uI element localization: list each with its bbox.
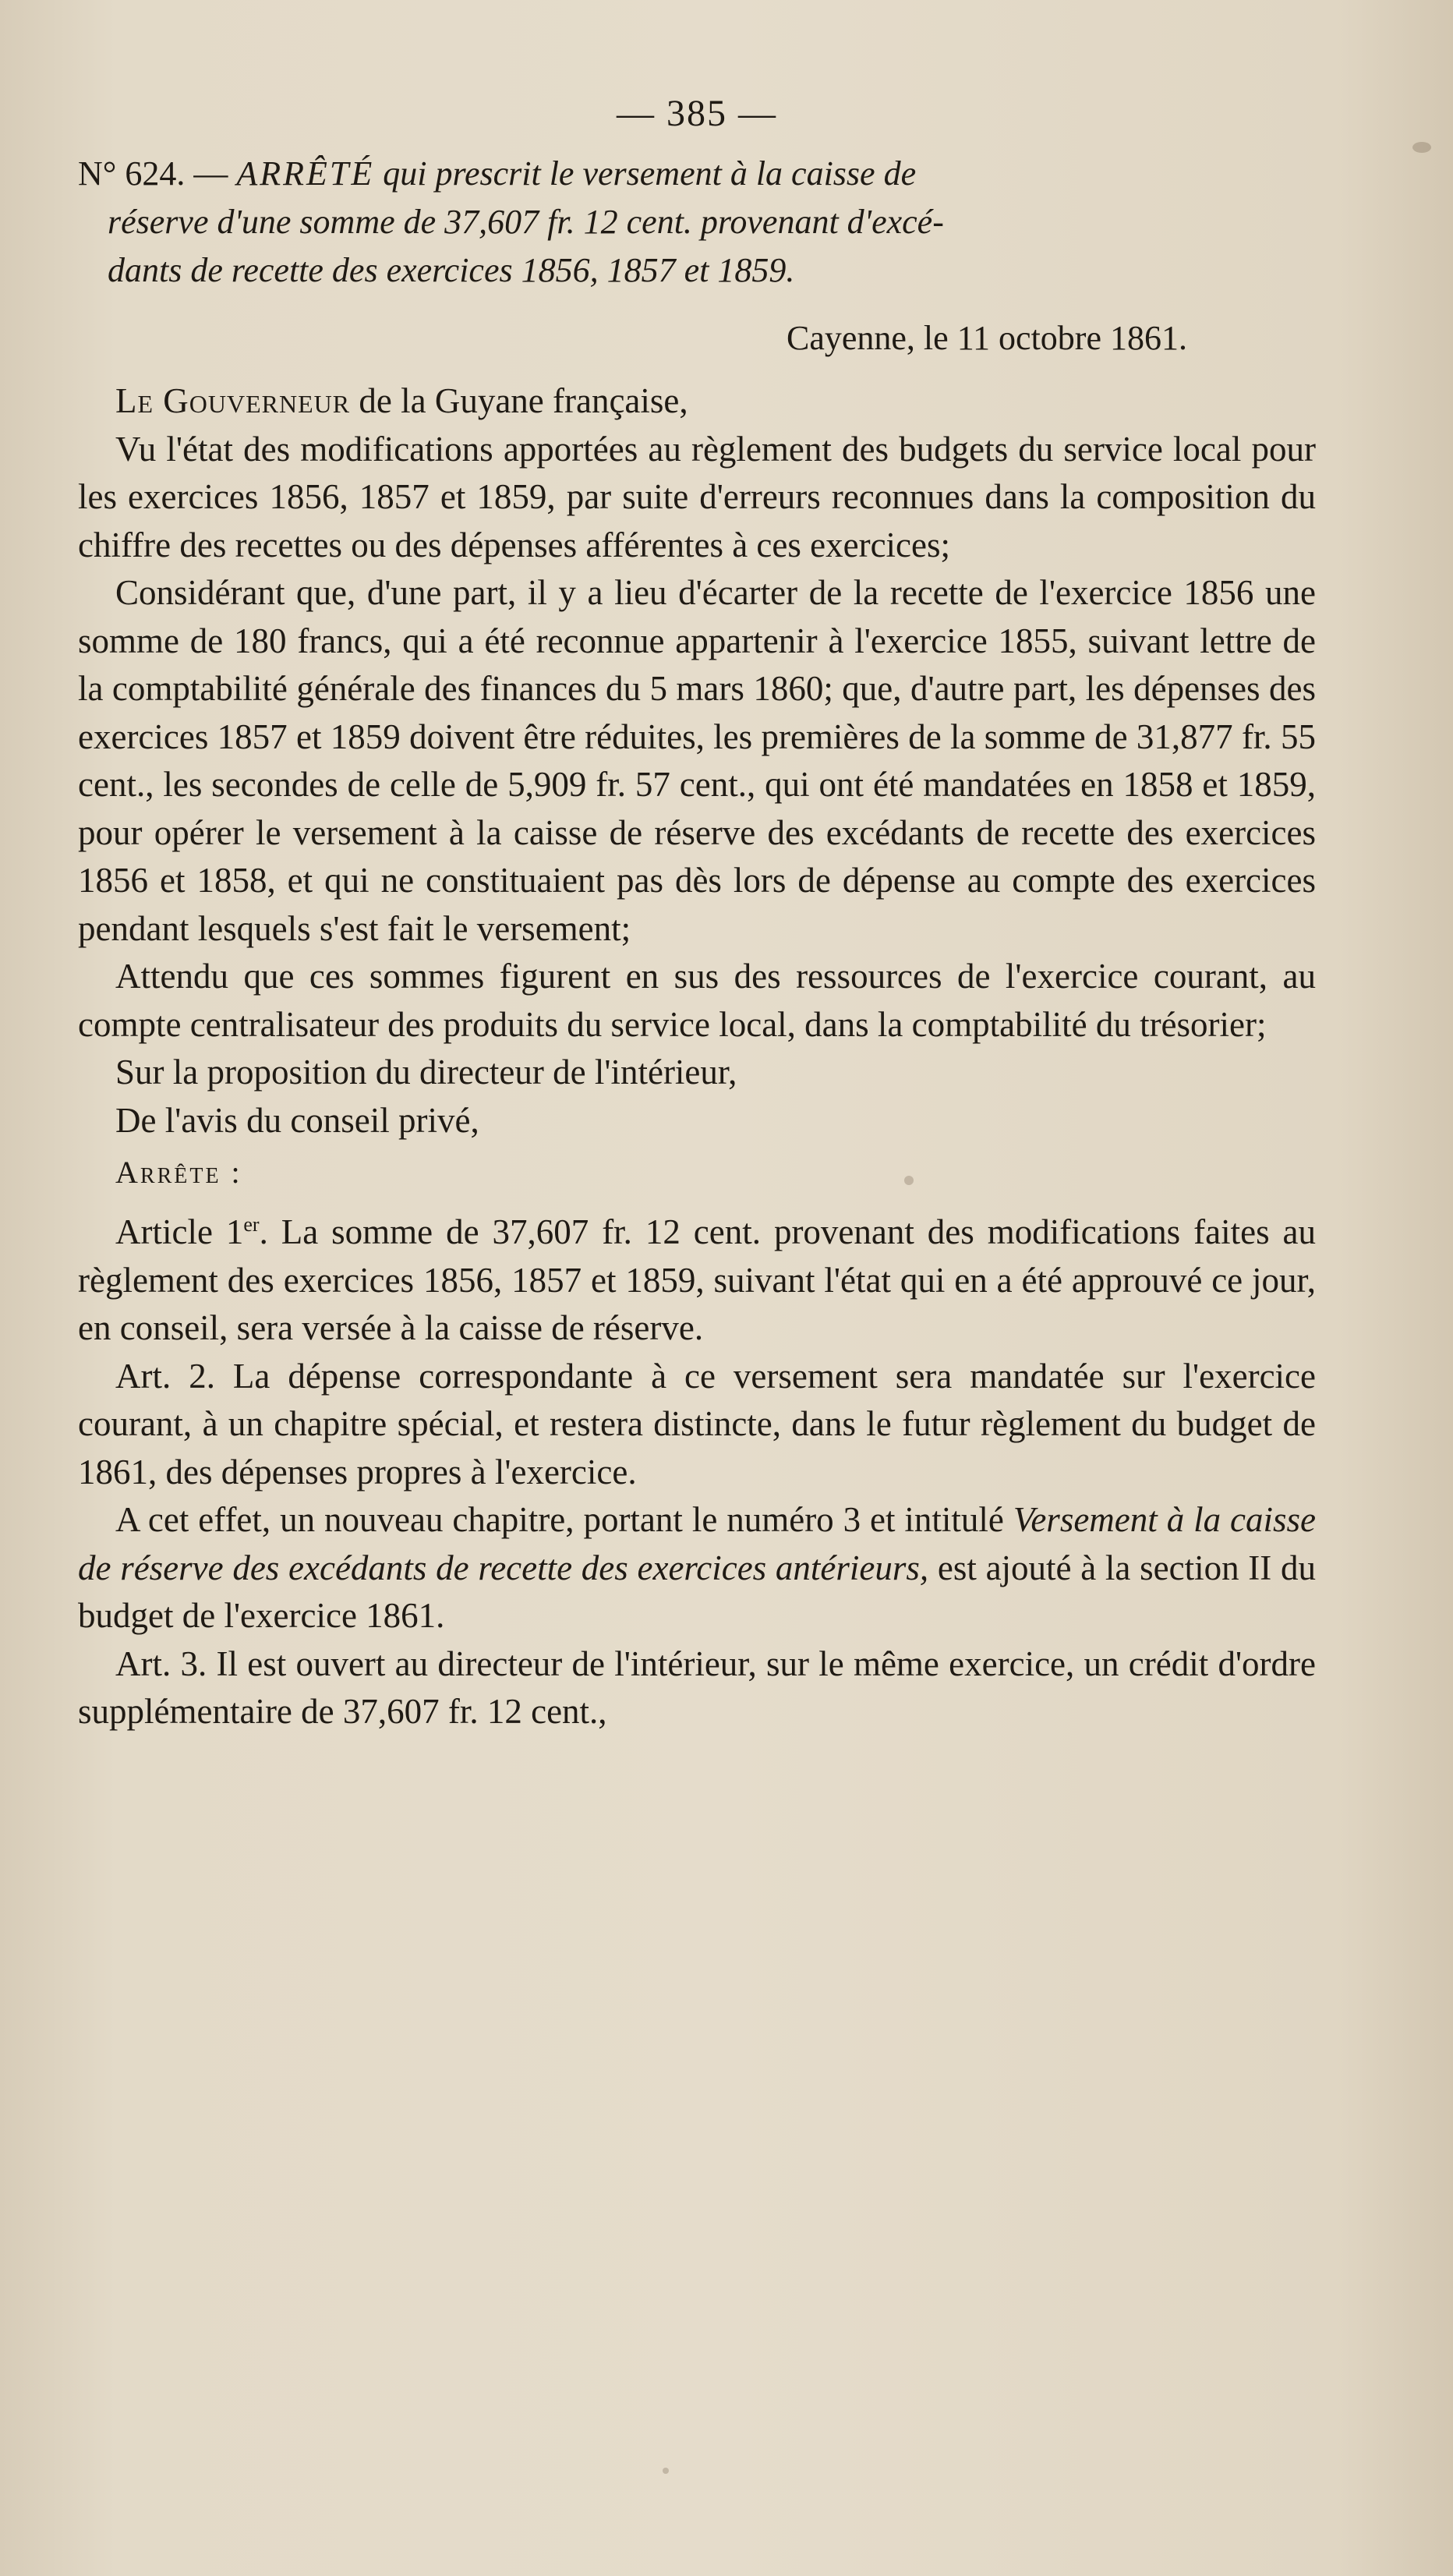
article-3: Art. 3. Il est ouvert au directeur de l'intérieur, sur le même exercice, un crédit d'ordre supplémentaire de 37,607 fr. 12 cent., xyxy=(78,1644,1316,1731)
title-line-2: réserve d'une somme de 37,607 fr. 12 cent. provenant d'excé- xyxy=(108,203,944,241)
decree-title xyxy=(78,150,1316,295)
paragraph-considerant: Considérant que, d'une part, il y a lieu d'écarter de la recette de l'exercice 1856 une somme de 180 francs, qui a été reconnue appartenir à l'exercice 1855, suivant lettre de la comptabilité générale des finances du 5 mars 1860; que, d'autre part, les dépenses des exercices 1857 et 1859 doivent être réduites, les premières de la somme de 31,877 fr. 55 cent., les secondes de celle de 5,909 fr. 57 cent., qui ont été mandatées en 1858 et 1859, pour opérer le versement à la caisse de réserve des excédants de recette des exercices 1856 et 1858, et qui ne constituaient pas dès lors de dépense au compte des exercices pendant lesquels s'est fait le versement; xyxy=(78,573,1316,948)
governor-rest: de la Guyane française, xyxy=(359,381,688,420)
page-number: — 385 — xyxy=(617,94,777,134)
title-line-3: dants de recette des exercices 1856, 1857 et 1859. xyxy=(108,251,795,289)
paragraph-proposition: Sur la proposition du directeur de l'intérieur, xyxy=(115,1053,737,1092)
effet-chapter-title: Versement à la caisse de réserve des excédants de recette des exercices antérieurs, xyxy=(78,1500,1316,1587)
title-line-1 xyxy=(78,150,1316,198)
paragraph-effet xyxy=(78,1496,1316,1640)
paper-speck xyxy=(1412,142,1431,153)
title-arrete-word: ARRÊTÉ xyxy=(236,154,375,193)
paragraph-avis: De l'avis du conseil privé, xyxy=(115,1100,479,1140)
article-1-superscript: er xyxy=(243,1213,260,1236)
paragraph-vu: Vu l'état des modifications apportées au règlement des budgets du service local pour les exercices 1856, 1857 et 1859, par suite d'erreurs reconnues dans la composition du chiffre des recettes ou des dépenses afférentes à ces exercices; xyxy=(78,429,1316,564)
paragraph-attendu: Attendu que ces sommes figurent en sus des ressources de l'exercice courant, au compte centralisateur des produits du service local, dans la comptabilité du trésorier; xyxy=(78,957,1316,1044)
title-dash: — xyxy=(193,154,228,193)
place-and-date: Cayenne, le 11 octobre 1861. xyxy=(787,319,1187,357)
article-1-label: Article 1 xyxy=(115,1212,244,1251)
article-1-text: . La somme de 37,607 fr. 12 cent. provenant des modifications faites au règlement des exercices 1856, 1857 et 1859, suivant l'état qui en a été approuvé ce jour, en conseil, sera versée à la caisse de réserve. xyxy=(78,1212,1316,1347)
title-line-1-rest: qui prescrit le versement à la caisse de xyxy=(383,154,917,193)
article-1 xyxy=(78,1201,1316,1353)
decree-number: N° 624. xyxy=(78,154,186,193)
paper-speck xyxy=(663,2468,669,2474)
governor-title: Le Gouverneur xyxy=(115,381,351,420)
article-2: Art. 2. La dépense correspondante à ce versement sera mandatée sur l'exercice courant, à un chapitre spécial, et restera distincte, dans le futur règlement du budget de 1861, des dépenses propres à l'exercice. xyxy=(78,1356,1316,1491)
arrete-heading: Arrête : xyxy=(115,1155,242,1190)
page-text-block xyxy=(78,94,1316,2230)
paper-speck xyxy=(904,1176,914,1185)
effet-prefix: A cet effet, un nouveau chapitre, portant le numéro 3 et intitulé xyxy=(115,1500,1004,1539)
effet-suffix: est ajouté à la section II du budget de l'exercice 1861. xyxy=(78,1548,1316,1635)
governor-heading xyxy=(78,377,1316,426)
